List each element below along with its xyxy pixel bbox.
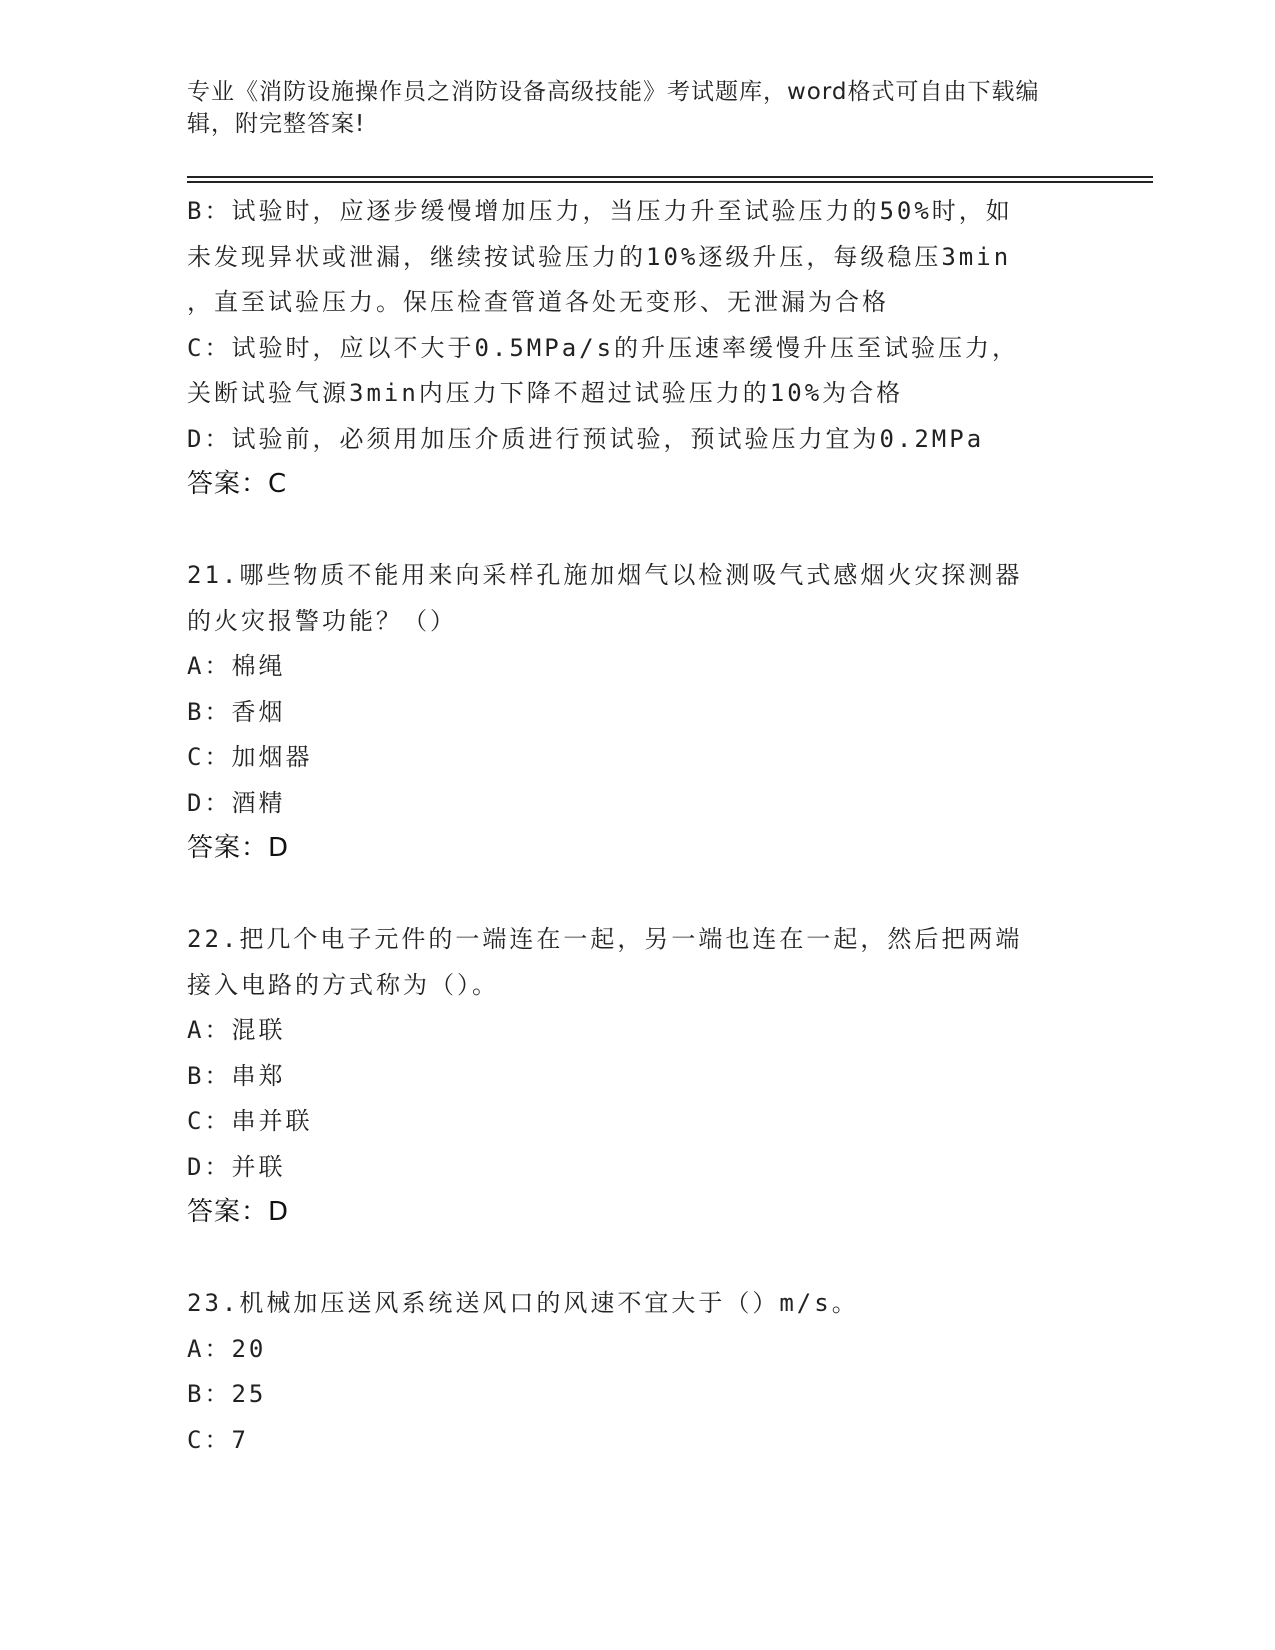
question-stem: 23.机械加压送风系统送风口的风速不宜大于（）m/s。: [187, 1289, 859, 1317]
option-line: D：试验前，必须用加压介质进行预试验，预试验压力宜为0.2MPa: [187, 424, 985, 453]
option-c: C：7: [187, 1425, 249, 1454]
previous-question-block: [187, 189, 1087, 508]
option-line: B：试验时，应逐步缓慢增加压力，当压力升至试验压力的50%时，如: [187, 197, 1013, 225]
spacer: [187, 872, 1087, 918]
option-d: D：并联: [187, 1152, 286, 1181]
question-block-22: [187, 917, 1087, 1236]
option-line: 未发现异状或泄漏，继续按试验压力的10%逐级升压，每级稳压3min: [187, 242, 1012, 271]
option-c: C：加烟器: [187, 743, 313, 771]
header-rule-top: [187, 176, 1153, 178]
answer-line: 答案：C: [187, 469, 288, 499]
option-d: D：酒精: [187, 788, 286, 817]
option-b: B：25: [187, 1380, 267, 1408]
option-b: B：串郑: [187, 1061, 286, 1090]
document-header: 专业《消防设施操作员之消防设备高级技能》考试题库，word格式可自由下载编辑，附完整答案!: [187, 79, 1040, 137]
question-block-21: [187, 553, 1087, 872]
question-stem: 22.把几个电子元件的一端连在一起，另一端也连在一起，然后把两端: [187, 925, 1023, 953]
answer-line: 答案：D: [187, 833, 290, 863]
option-a: A：棉绳: [187, 652, 286, 680]
option-line: C：试验时，应以不大于0.5MPa/s的升压速率缓慢升压至试验压力，: [187, 333, 1020, 362]
option-a: A：20: [187, 1334, 267, 1363]
question-block-23: [187, 1281, 1087, 1463]
option-c: C：串并联: [187, 1107, 313, 1135]
option-line: ，直至试验压力。保压检查管道各处无变形、无泄漏为合格: [187, 288, 889, 316]
option-a: A：混联: [187, 1016, 286, 1044]
question-stem: 的火灾报警功能？（）: [187, 606, 457, 635]
document-body: [187, 189, 1087, 1463]
option-line: 关断试验气源3min内压力下降不超过试验压力的10%为合格: [187, 379, 904, 407]
spacer: [187, 508, 1087, 554]
header-rule-bottom: [187, 181, 1153, 183]
option-b: B：香烟: [187, 697, 286, 726]
question-stem: 21.哪些物质不能用来向采样孔施加烟气以检测吸气式感烟火灾探测器: [187, 561, 1023, 589]
question-stem: 接入电路的方式称为（）。: [187, 970, 499, 999]
spacer: [187, 1236, 1087, 1282]
answer-line: 答案：D: [187, 1197, 290, 1227]
